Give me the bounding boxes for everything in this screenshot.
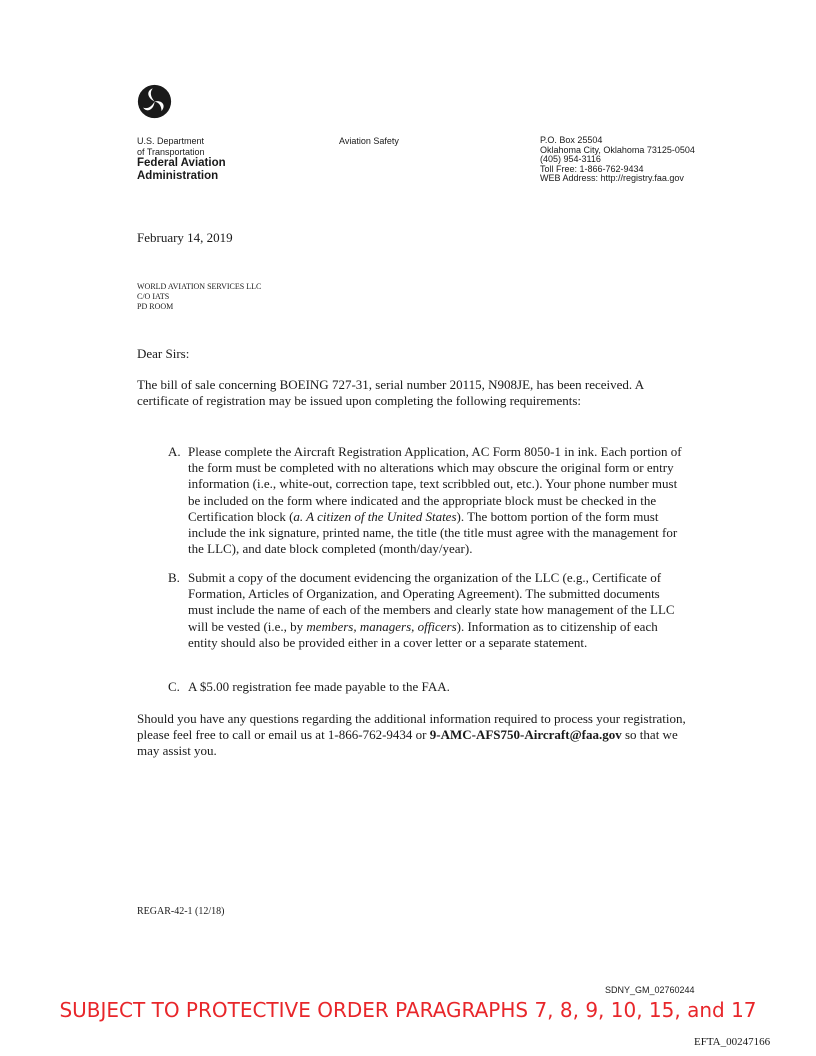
salutation: Dear Sirs: (137, 346, 190, 361)
closing-paragraph (137, 711, 697, 759)
toll-free-line: Toll Free: 1-866-762-9434 (540, 163, 644, 174)
contact-email[interactable]: 9-AMC-AFS750-Aircraft@faa.gov (429, 727, 622, 742)
web-address: WEB Address: http://registry.faa.gov (540, 173, 684, 184)
agency-line-2: Administration (137, 170, 219, 182)
closing-part2: so that we may assist you. (137, 727, 678, 758)
recipient-line-2: C/O IATS (137, 291, 170, 301)
letterhead-department (137, 136, 226, 183)
letter-date: February 14, 2019 (137, 230, 233, 245)
letterhead-office: Aviation Safety (339, 136, 399, 146)
requirement-c-letter: C. (168, 679, 180, 694)
recipient-address (137, 282, 261, 311)
protective-order-notice: SUBJECT TO PROTECTIVE ORDER PARAGRAPHS 7, 8, 9, 10, 15, and 17 (59, 998, 757, 1022)
requirement-b-part2: ). Information as to citizenship of each entity should also be provided either in a cover letter or a separate statement. (188, 618, 658, 650)
bates-number: SDNY_GM_02760244 (605, 985, 695, 995)
requirement-a (168, 444, 682, 557)
efta-number: EFTA_00247166 (694, 1036, 771, 1048)
requirement-a-citizen: a. A citizen of the United States (293, 508, 457, 524)
recipient-line-3: PD ROOM (137, 301, 174, 311)
form-number: REGAR-42-1 (12/18) (137, 906, 225, 917)
requirement-b-text (188, 570, 682, 651)
dept-line-2: of Transportation (137, 146, 205, 157)
phone-line: (405) 954-3116 (540, 154, 601, 165)
requirement-a-text (188, 444, 682, 557)
requirement-c-text: A $5.00 registration fee made payable to the FAA. (188, 679, 450, 694)
requirement-a-part2: ). The bottom portion of the form must include the ink signature, printed name, the title (the title must agree with the management for the LLC), and date block completed (month/day/year). (188, 508, 678, 557)
po-box: P.O. Box 25504 (540, 135, 603, 145)
agency-line-1: Federal Aviation (137, 157, 226, 169)
recipient-line-1: WORLD AVIATION SERVICES LLC (137, 282, 262, 291)
dept-line-1: U.S. Department (137, 136, 205, 146)
requirement-a-letter: A. (168, 444, 181, 459)
requirement-b-letter: B. (168, 570, 180, 585)
city-line: Oklahoma City, Oklahoma 73125-0504 (540, 144, 695, 155)
requirement-b-management: members, managers, officers (306, 618, 457, 634)
requirement-b-part1: Submit a copy of the document evidencing the organization of the LLC (e.g., Certificate of Formation, Articles of Organization, and Operating Agreement). The submitted documents must include the name of each of the members and clearly state how management of the LLC will be vested (i.e., by (188, 570, 675, 634)
letterhead-contact (540, 136, 695, 184)
closing-part1: Should you have any questions regarding the additional information required to process your registration, please feel free to call or email us at 1-866-762-9434 or (137, 711, 686, 742)
requirement-b (168, 570, 682, 651)
dot-triskelion-icon (137, 84, 172, 119)
requirement-a-part1: Please complete the Aircraft Registration Application, AC Form 8050-1 in ink. Each portion of the form must be completed with no alterations which may obscure the original form or entry information (i.e., white-out, correction tape, text scribbled out, etc.). Your phone number must be included on the form where indicated and the appropriate block must be checked in the Certification block ( (188, 444, 682, 524)
requirement-c (168, 679, 682, 695)
intro-paragraph: The bill of sale concerning BOEING 727-31, serial number 20115, N908JE, has been received. A certificate of registration may be issued upon completing the following requirements: (137, 377, 644, 408)
